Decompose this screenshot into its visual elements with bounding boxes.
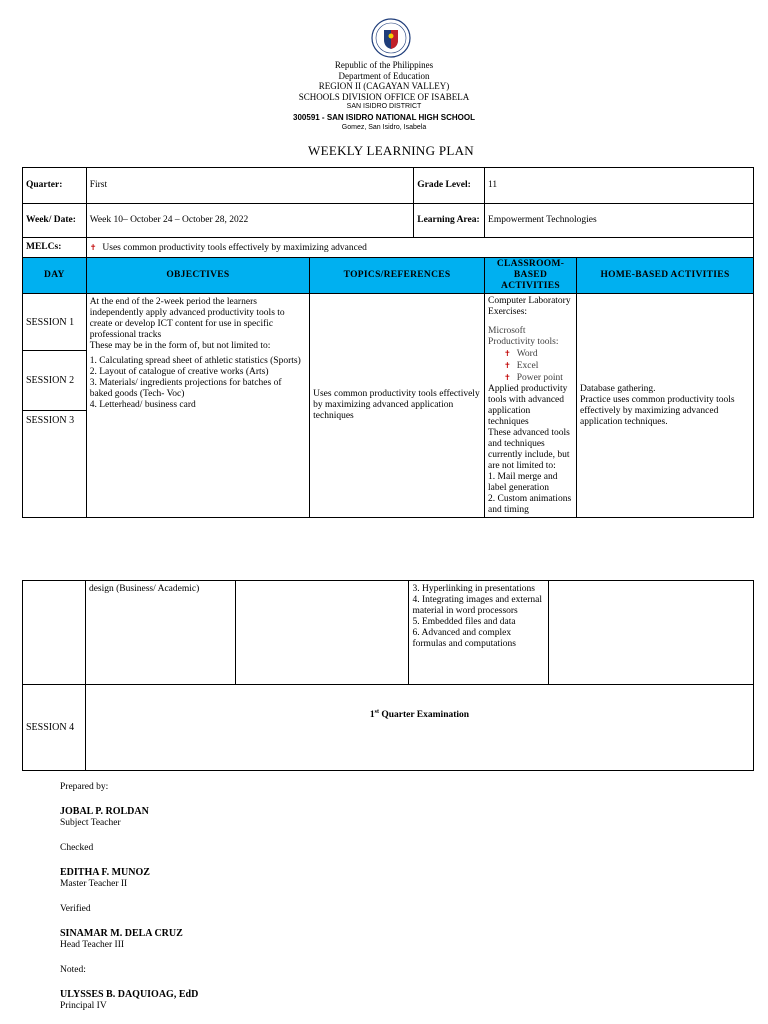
header-line: SAN ISIDRO DISTRICT — [346, 103, 422, 110]
column-header: HOME-BASED ACTIVITIES — [577, 258, 754, 294]
melcs-value — [86, 238, 753, 258]
signatory-title: Head Teacher III — [60, 940, 125, 950]
verified-label: Verified — [60, 904, 91, 914]
school-name: 300591 - SAN ISIDRO NATIONAL HIGH SCHOOL — [293, 112, 475, 122]
empty-cell — [235, 581, 409, 685]
school-address: Gomez, San Isidro, Isabela — [341, 124, 427, 131]
objective-line: These may be in the form of, but not limited to: — [89, 341, 271, 351]
noted-label: Noted: — [60, 965, 86, 975]
classroom-line: 4. Integrating images and external material in word processors — [412, 595, 543, 616]
session-label: SESSION 2 — [23, 351, 87, 410]
tool-item: ✝ Excel — [504, 361, 539, 371]
empty-cell — [549, 581, 754, 685]
home-line: Practice uses common productivity tools effectively by maximizing advanced application techniques. — [580, 394, 735, 427]
header-line: SCHOOLS DIVISION OFFICE OF ISABELA — [298, 91, 470, 102]
column-header: DAY — [23, 258, 87, 294]
signatory-title: Principal IV — [60, 1001, 107, 1011]
signatories — [60, 782, 198, 1012]
week-label: Week/ Date: — [23, 204, 87, 238]
signatory-title: Master Teacher II — [60, 879, 128, 889]
classroom-line: 5. Embedded files and data — [412, 617, 516, 627]
objective-line: At the end of the 2-week period the learners — [89, 297, 257, 307]
deped-seal-icon — [371, 18, 411, 58]
checked-label: Checked — [60, 843, 94, 853]
area-label: Learning Area: — [414, 204, 485, 238]
session-label: SESSION 3 — [23, 410, 87, 517]
exam-text: Quarter Examination — [378, 710, 470, 721]
objective-line: 1. Calculating spread sheet of athletic statistics (Sports) — [89, 356, 301, 366]
learning-plan-table — [22, 167, 754, 518]
objective-line: 3. Materials/ ingredients projections for batches of baked goods (Tech- Voc) — [89, 378, 282, 399]
letterhead — [0, 60, 768, 134]
objectives-cell: design (Business/ Academic) — [85, 581, 235, 685]
classroom-line: Applied productivity tools with advanced application techniques — [488, 384, 568, 427]
signatory-name: EDITHA F. MUNOZ — [60, 867, 150, 878]
bullet-icon: ✝ — [504, 361, 511, 370]
bullet-icon: ✝ — [89, 242, 97, 252]
header-line: REGION II (CAGAYAN VALLEY) — [318, 81, 450, 91]
signatory-name: SINAMAR M. DELA CRUZ — [60, 928, 183, 939]
classroom-cell — [485, 294, 577, 518]
tool-item: ✝ Word — [504, 349, 538, 359]
classroom-line: 3. Hyperlinking in presentations — [412, 584, 535, 594]
classroom-cell — [409, 581, 549, 685]
exam-num: 1 — [369, 710, 375, 721]
tool-item: ✝ Power point — [504, 373, 563, 383]
signatory-name: ULYSSES B. DAQUIOAG, EdD — [60, 989, 199, 1000]
signatory-title: Subject Teacher — [60, 818, 121, 828]
melcs-text: Uses common productivity tools effectively by maximizing advanced — [102, 242, 367, 253]
objective-line: 2. Layout of catalogue of creative works (Arts) — [89, 367, 269, 377]
header-line: Republic of the Philippines — [334, 60, 434, 70]
grade-value: 11 — [485, 168, 754, 204]
exam-cell — [85, 685, 753, 771]
grade-label: Grade Level: — [414, 168, 485, 204]
home-line: Database gathering. — [580, 383, 656, 394]
session-label: SESSION 4 — [23, 685, 86, 771]
column-header: CLASSROOM-BASED ACTIVITIES — [485, 258, 577, 294]
objective-line: 4. Letterhead/ business card — [89, 400, 196, 410]
topic-cell: Uses common productivity tools effectively by maximizing advanced application techniques — [310, 294, 485, 518]
home-cell — [577, 294, 754, 518]
page-title: WEEKLY LEARNING PLAN — [308, 143, 474, 158]
column-header: TOPICS/REFERENCES — [310, 258, 485, 294]
learning-plan-table-continued — [22, 580, 754, 771]
classroom-line: These advanced tools and techniques currently include, but are not limited to: — [488, 428, 570, 471]
header-line: Department of Education — [338, 70, 430, 81]
classroom-line: 2. Custom animations and timing — [488, 494, 572, 515]
quarter-value: First — [86, 168, 414, 204]
classroom-line: Computer Laboratory Exercises: — [488, 296, 571, 317]
quarter-label: Quarter: — [23, 168, 87, 204]
objective-line: independently apply advanced productivity tools to create or develop ICT content for use in specific professional tracks — [89, 308, 285, 340]
week-value: Week 10– October 24 – October 28, 2022 — [86, 204, 414, 238]
tools-label: Microsoft Productivity tools: — [488, 326, 559, 347]
bullet-icon: ✝ — [504, 373, 511, 382]
bullet-icon: ✝ — [504, 349, 511, 358]
classroom-line: 1. Mail merge and label generation — [488, 472, 558, 493]
exam-sup: st — [374, 709, 379, 715]
session-label: SESSION 1 — [23, 294, 87, 351]
area-value: Empowerment Technologies — [485, 204, 754, 238]
empty-cell — [23, 581, 86, 685]
prepared-label: Prepared by: — [60, 782, 109, 792]
classroom-line: 6. Advanced and complex formulas and computations — [412, 628, 516, 649]
melcs-label: MELCs: — [23, 238, 87, 258]
objectives-cell — [86, 294, 309, 518]
signatory-name: JOBAL P. ROLDAN — [60, 806, 149, 817]
column-header: OBJECTIVES — [86, 258, 309, 294]
